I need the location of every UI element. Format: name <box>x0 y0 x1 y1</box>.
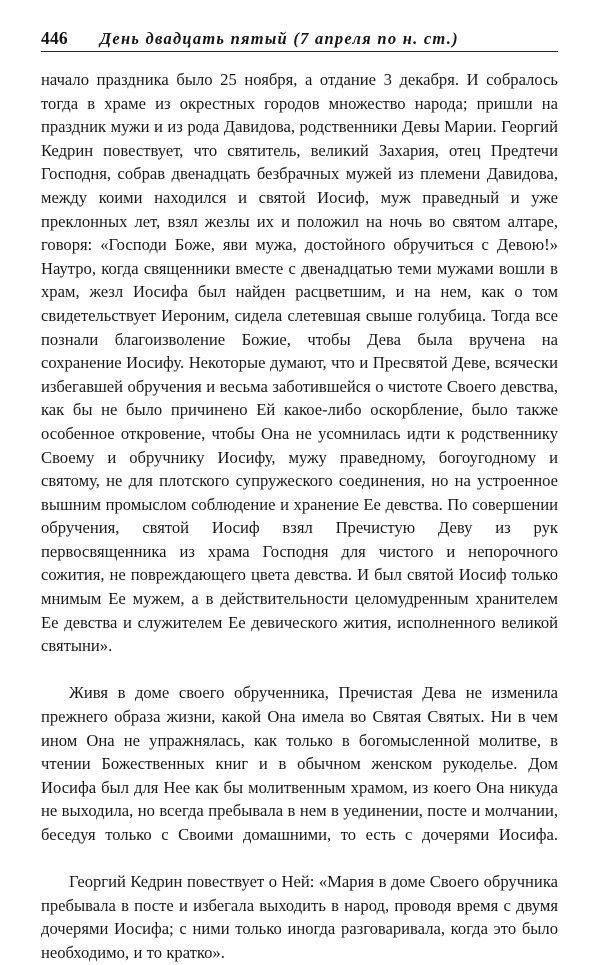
header-rule-divider <box>41 51 558 52</box>
paragraph: Живя в доме своего обрученника, Пречистая Дева не изменила прежнего образа жизни, какой Она имела во Святая Святых. Ни в чем ином Она не упражнялась, как только в богомысленной молитве, в чтении Божественных книг и в обычном женском рукоделье. Дом Иосифа был для Нее как бы молитвенным храмом, из коего Она никуда не выходила, но всегда пребывала в нем в уединении, посте и молчании, беседуя только с Своими домашними, то есть с дочерями Иосифа. <box>41 683 558 844</box>
paragraph: Георгий Кедрин повествует о Ней: «Мария в доме Своего обручника пребывала в посте и избегала выходить в народ, проводя время с двумя дочерями Иосифа; с ними только иногда разговаривала, когда это было необходимо, и то кратко». <box>41 872 558 962</box>
running-head-title: День двадцать пятый (7 апреля по н. ст.) <box>99 29 459 48</box>
body-text-column <box>41 68 558 965</box>
page-number: 446 <box>41 28 68 48</box>
running-head <box>41 28 558 52</box>
paragraph: начало праздника было 25 ноября, а отдание 3 декабря. И собралось тогда в храме из окрестных городов множество народа; пришли на праздник мужи и из рода Давидова, родственники Девы Марии. Георгий Кедрин повествует, что святитель, великий Захария, отец Предтечи Господня, собрав двенадцать безбрачных мужей из племени Давидова, между коими находился и святой Иосиф, муж праведный и уже преклонных лет, взял жезлы их и положил на ночь во святом алтаре, говоря: «Господи Боже, яви мужа, достойного обручиться с Девою!» Наутро, когда священники вместе с двенадцатью теми мужами вошли в храм, жезл Иосифа был найден расцветшим, и на нем, как о том свидетельствует Иероним, сидела слетевшая свыше голубица. Тогда все познали благоизволение Божие, чтобы Дева была вручена на сохранение Иосифу. Некоторые думают, что и Пресвятой Деве, всячески избегавшей обручения и весьма заботившейся о чистоте Своего девства, как бы не было причинено Ей какое-либо оскорбление, было также особенное откровение, чтобы Она не усомнилась идти к родственнику Своему и обручнику Иосифу, мужу праведному, богоугодному и святому, не для плотского супружеского соединения, но на устроенное вышним промыслом соблюдение и хранение Ее девства. По совершении обручения, святой Иосиф взял Пречистую Деву из рук первосвященника из храма Господня для чистого и непорочного сожития, не повреждающего цвета девства. И был святой Иосиф только мнимым Ее мужем, а в действительности целомудренным хранителем Ее девства и служителем Ее девического жития, исполненного великой святыни». <box>41 70 558 656</box>
